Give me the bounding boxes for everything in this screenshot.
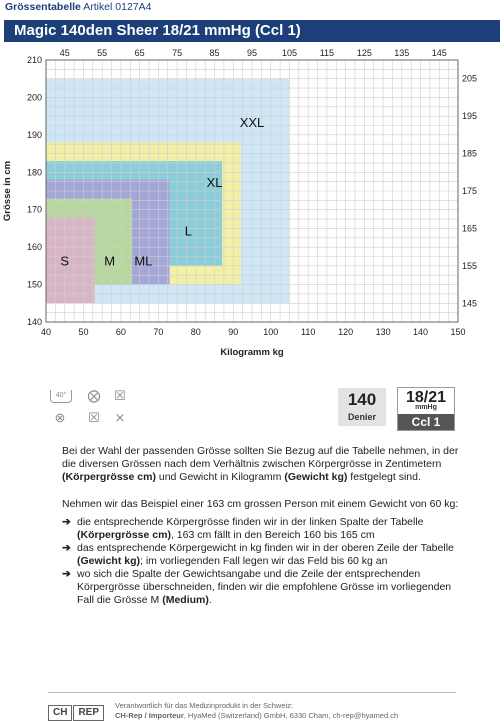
bold-koerpergroesse: (Körpergrösse cm) <box>62 471 156 483</box>
left-tick-label: 160 <box>26 242 42 253</box>
top-tick-label: 45 <box>59 48 70 58</box>
y-axis-label: Grösse in cm <box>2 160 13 222</box>
bottom-tick-label: 140 <box>413 327 429 337</box>
bullet-1-line-1: die entsprechende Körpergrösse finden wir in der linken Spalte der Tabelle <box>77 516 424 528</box>
wash-temp: 40° <box>55 392 67 399</box>
size-label-l: L <box>184 223 192 239</box>
denier-label: Denier <box>347 412 376 422</box>
footer-address: , HyaMed (Switzerland) GmbH, 6330 Cham, ch-rep@hyamed.ch <box>183 711 399 720</box>
left-tick-label: 190 <box>26 129 42 140</box>
bullet-1-line-2 <box>77 529 472 542</box>
no-bleach-icon: ⨂ <box>87 388 101 403</box>
header-article: Artikel 0127A4 <box>83 1 152 13</box>
bullet-3-line-2: Körpergrösse überschneiden, finden wir die empfohlene Grösse im vorliegenden <box>77 581 452 593</box>
bullet-3-end: . <box>208 594 212 606</box>
top-tick-label: 145 <box>431 48 447 58</box>
wash-40-icon <box>50 390 72 403</box>
header-line <box>0 0 504 14</box>
size-label-xxl: XXL <box>239 115 265 131</box>
no-iron-icon: ⨯ <box>114 410 126 425</box>
arrow-icon: ➔ <box>62 568 71 580</box>
title-bar <box>4 20 500 42</box>
size-label-ml: ML <box>134 253 153 269</box>
bottom-tick-label: 80 <box>190 327 201 337</box>
right-tick-label: 155 <box>462 260 478 271</box>
compression-badge <box>397 387 455 431</box>
top-tick-label: 75 <box>172 48 183 58</box>
bullet-3-lead: Fall die Grösse M <box>77 594 163 606</box>
right-tick-label: 205 <box>462 73 478 84</box>
bullet-2-line-1: das entsprechende Körpergewicht in kg finden wir in der oberen Zeile der Tabelle <box>77 542 454 554</box>
size-label-xl: XL <box>206 174 223 190</box>
size-label-m: M <box>104 253 116 269</box>
top-tick-label: 95 <box>246 48 258 58</box>
bottom-tick-label: 100 <box>263 327 279 337</box>
bottom-tick-label: 90 <box>228 327 239 337</box>
footer-line-1: Verantwortlich für das Medizinprodukt in der Schweiz: <box>115 701 294 710</box>
right-tick-label: 185 <box>462 148 478 159</box>
compression-value: 18/21 <box>405 389 447 406</box>
size-label-s: S <box>60 253 70 269</box>
bullet-2-bold: (Gewicht kg) <box>77 555 141 567</box>
size-chart <box>0 42 504 367</box>
intro-mid: und Gewicht in Kilogramm <box>155 471 285 483</box>
top-tick-label: 105 <box>281 48 297 58</box>
denier-badge <box>338 388 386 426</box>
right-tick-label: 175 <box>462 186 478 196</box>
bullet-2-rest: ; im vorliegenden Fall legen wir das Feld bis 60 kg an <box>140 555 388 567</box>
intro-line-1: Bei der Wahl der passenden Grösse sollten Sie Bezug auf die Tabelle nehmen, in der <box>62 445 459 457</box>
bottom-tick-label: 110 <box>301 327 316 337</box>
bottom-tick-label: 50 <box>78 327 89 337</box>
footer-divider <box>48 692 456 693</box>
bottom-tick-label: 130 <box>375 327 391 337</box>
footer-text <box>115 701 398 721</box>
no-tumble-dry-icon: ☒ <box>114 388 126 403</box>
no-dry-clean-icon: ⊗ <box>54 410 66 425</box>
top-tick-label: 115 <box>319 48 335 58</box>
bottom-tick-label: 40 <box>40 327 52 337</box>
bottom-tick-label: 150 <box>450 327 466 337</box>
right-tick-label: 145 <box>462 298 478 309</box>
top-tick-label: 85 <box>209 48 220 58</box>
example-paragraph: Nehmen wir das Beispiel einer 163 cm grossen Person mit einem Gewicht von 60 kg: <box>62 498 459 510</box>
ch-label: CH <box>48 705 72 721</box>
bullet-3-line-1: wo sich die Spalte der Gewichtsangabe und die Zeile der entsprechenden <box>77 568 421 580</box>
compression-class: Ccl 1 <box>398 414 454 430</box>
left-tick-label: 200 <box>26 92 42 103</box>
no-wring-icon: ☒ <box>88 410 100 425</box>
intro-line-3 <box>62 471 462 484</box>
bullet-3-line-3 <box>77 594 472 607</box>
left-tick-label: 210 <box>26 55 42 65</box>
intro-end: festgelegt sind. <box>347 471 421 483</box>
intro-line-2: die diversen Grössen nach dem Verhältnis zwischen Körpergrösse in Zentimetern <box>62 458 442 470</box>
right-tick-label: 195 <box>462 111 478 122</box>
compression-unit: mmHg <box>415 404 437 411</box>
footer-importer: CH-Rep / Importeur <box>115 711 184 720</box>
bullet-3-bold: (Medium) <box>162 594 209 606</box>
ch-rep-badge <box>48 702 105 718</box>
arrow-icon: ➔ <box>62 542 71 554</box>
bullet-1-rest: , 163 cm fällt in den Bereich 160 bis 165 cm <box>170 529 375 541</box>
left-tick-label: 180 <box>26 167 42 178</box>
right-tick-label: 165 <box>462 223 478 234</box>
top-tick-label: 135 <box>394 48 410 58</box>
top-tick-label: 65 <box>134 48 145 58</box>
bottom-tick-label: 70 <box>153 327 164 337</box>
left-tick-label: 170 <box>26 204 42 215</box>
left-tick-label: 140 <box>26 317 42 327</box>
x-axis-label: Kilogramm kg <box>220 347 284 358</box>
bullet-1-bold: (Körpergrösse cm) <box>77 529 171 541</box>
bottom-tick-label: 120 <box>338 327 354 337</box>
bullet-2-line-2 <box>77 555 472 568</box>
page-title: Magic 140den Sheer 18/21 mmHg (Ccl 1) <box>14 22 301 39</box>
arrow-icon: ➔ <box>62 516 71 528</box>
bold-gewicht: (Gewicht kg) <box>284 471 348 483</box>
size-region-s <box>46 217 95 303</box>
bottom-tick-label: 60 <box>115 327 126 337</box>
rep-label: REP <box>73 705 104 721</box>
top-tick-label: 125 <box>356 48 372 58</box>
denier-value: 140 <box>347 390 377 409</box>
left-tick-label: 150 <box>26 279 42 290</box>
top-tick-label: 55 <box>97 48 108 58</box>
intro-paragraph <box>62 445 462 484</box>
header-category: Grössentabelle <box>5 1 81 13</box>
